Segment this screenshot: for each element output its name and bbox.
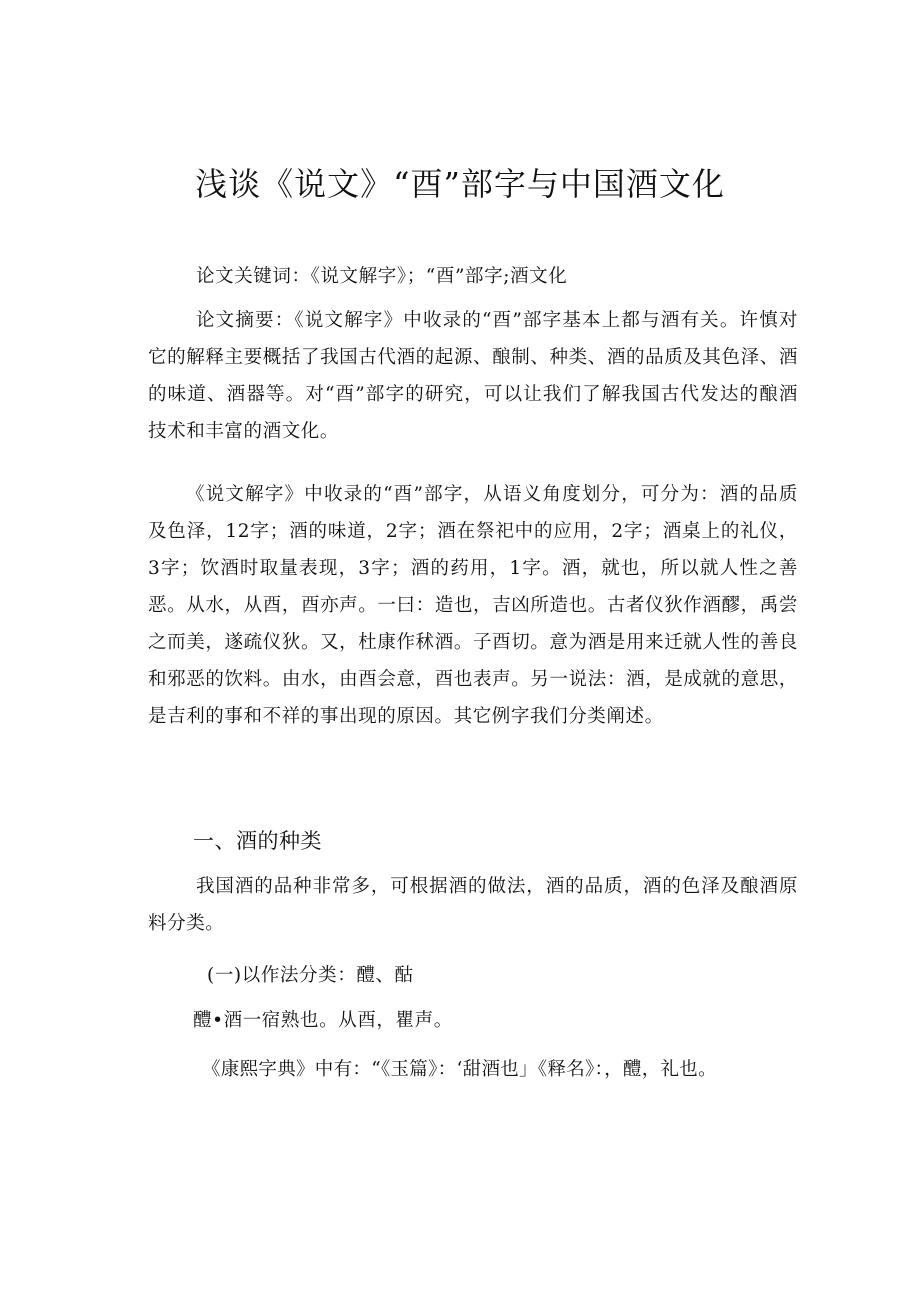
quote-line: 《康熙字典》中有：“《玉篇》：‘甜酒也」《释名》：，醴，礼也。 <box>202 1059 717 1080</box>
subsection-heading: (一)以作法分类：醴、酤 <box>207 965 414 986</box>
abstract-paragraph: 论文摘要：《说文解字》中收录的“酉”部字基本上都与酒有关。许慎对它的解释主要概括了我国古代酒的起源、酿制、种类、酒的品质及其色泽、酒的味道、酒器等。对“酉”部字的研究，可以让我们了解我国古代发达的酿酒技术和丰富的酒文化。 <box>148 310 798 442</box>
section-heading: 一、酒的种类 <box>193 829 322 853</box>
document-title: 浅谈《说文》“酉”部字与中国酒文化 <box>195 165 725 203</box>
body-paragraph-1: 《说文解字》中收录的“酉”部字，从语义角度划分，可分为：酒的品质及色泽，12字；酒的味道，2字；酒在祭祀中的应用，2字；酒桌上的礼仪，3字；饮酒时取量表现，3字；酒的药用，1字。酒，就也，所以就人性之善恶。从水，从酉，酉亦声。一曰：造也，吉凶所造也。古者仪狄作酒醪，禹尝之而美，遂疏仪狄。又，杜康作秫酒。子酉切。意为酒是用来迁就人性的善良和邪恶的饮料。由水，由酉会意，酉也表声。另一说法：酒，是成就的意思，是吉利的事和不祥的事出现的原因。其它例字我们分类阐述。 <box>148 484 798 727</box>
definition-line: 醴•酒一宿熟也。从酉，瞿声。 <box>193 1010 453 1031</box>
keywords-line: 论文关键词：《说文解字》；“酉”部字;酒文化 <box>196 266 568 287</box>
section-paragraph: 我国酒的品种非常多，可根据酒的做法，酒的品质，酒的色泽及酿酒原料分类。 <box>148 876 798 934</box>
